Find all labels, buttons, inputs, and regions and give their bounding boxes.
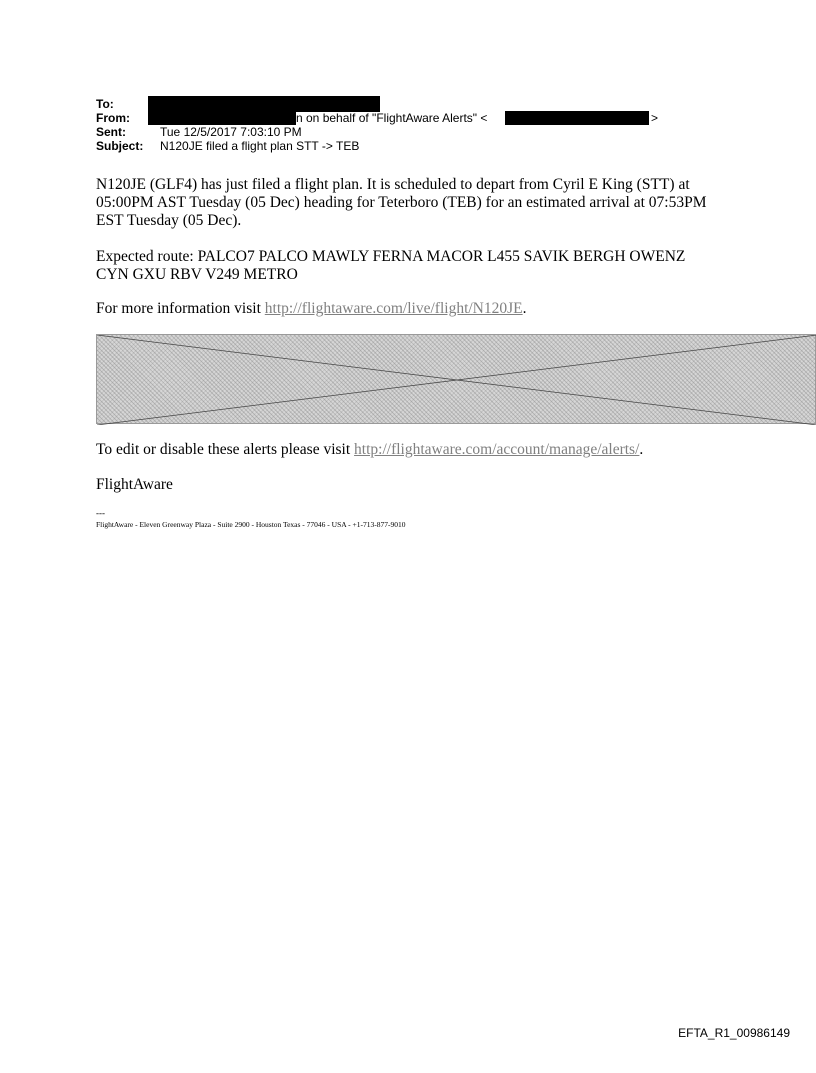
more-info-prefix: For more information visit bbox=[96, 300, 265, 317]
footer-separator: --- bbox=[96, 508, 105, 518]
broken-image-cross bbox=[97, 335, 816, 425]
more-info-paragraph bbox=[96, 300, 736, 318]
flight-tracking-link[interactable]: http://flightaware.com/live/flight/N120JE bbox=[264, 300, 523, 317]
to-redaction bbox=[148, 96, 380, 112]
from-label: From: bbox=[96, 111, 130, 125]
manage-alerts-link[interactable]: http://flightaware.com/account/manage/alerts/ bbox=[354, 441, 640, 458]
footer-address: FlightAware - Eleven Greenway Plaza - Suite 2900 - Houston Texas - 77046 - USA - +1-713-877-9010 bbox=[96, 520, 406, 529]
subject-label: Subject: bbox=[96, 139, 144, 153]
broken-image-placeholder bbox=[96, 334, 816, 424]
signature: FlightAware bbox=[96, 476, 173, 493]
from-value: n on behalf of "FlightAware Alerts" < bbox=[296, 111, 488, 125]
edit-alerts-prefix: To edit or disable these alerts please visit bbox=[96, 441, 355, 458]
flight-plan-paragraph: N120JE (GLF4) has just filed a flight plan. It is scheduled to depart from Cyril E King (STT) at 05:00PM AST Tuesday (05 Dec) heading for Teterboro (TEB) for an estimated arrival at 07:53PM EST Tuesday (05 Dec). bbox=[96, 176, 707, 229]
sent-label: Sent: bbox=[96, 125, 126, 139]
more-info-suffix: . bbox=[522, 300, 527, 317]
from-redaction-sender bbox=[148, 111, 296, 125]
document-id: EFTA_R1_00986149 bbox=[678, 1026, 790, 1040]
edit-alerts-paragraph bbox=[96, 441, 736, 459]
from-close-bracket: > bbox=[651, 111, 659, 125]
to-label: To: bbox=[96, 97, 114, 111]
subject-value: N120JE filed a flight plan STT -> TEB bbox=[160, 139, 360, 153]
from-redaction-address bbox=[505, 111, 649, 125]
sent-value: Tue 12/5/2017 7:03:10 PM bbox=[160, 125, 302, 139]
expected-route-paragraph: Expected route: PALCO7 PALCO MAWLY FERNA MACOR L455 SAVIK BERGH OWENZ CYN GXU RBV V249 METRO bbox=[96, 248, 686, 283]
edit-alerts-suffix: . bbox=[639, 441, 644, 458]
